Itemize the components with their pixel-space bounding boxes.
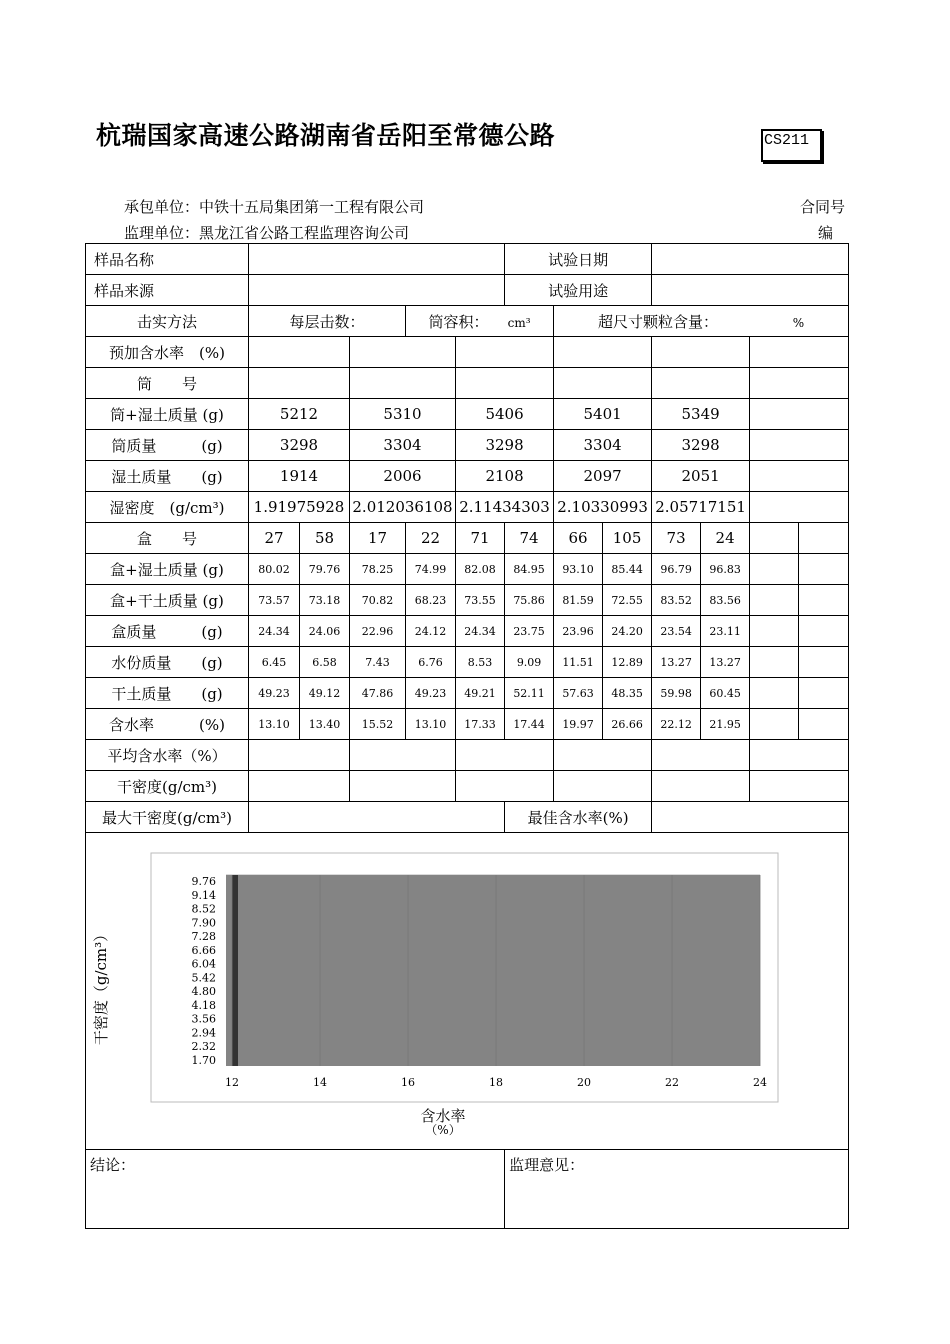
compaction-chart bbox=[86, 833, 847, 1149]
box-no-cell: 22 bbox=[406, 523, 456, 554]
moisture-cell: 13.10 bbox=[249, 709, 300, 740]
max-dry-density-label: 最大干密度(g/cm³) bbox=[86, 802, 249, 833]
dry-density-cell[interactable] bbox=[652, 771, 750, 802]
box-mass-cell: 24.20 bbox=[603, 616, 652, 647]
x-tick-label: 16 bbox=[401, 1076, 415, 1089]
water-mass-cell: 7.43 bbox=[350, 647, 406, 678]
cyl-mass-label: 筒质量 (g) bbox=[86, 430, 249, 461]
dry-soil-cell: 49.12 bbox=[300, 678, 350, 709]
contract-no-label: 合同号 bbox=[800, 198, 846, 216]
preset-moisture-cell[interactable] bbox=[554, 337, 652, 368]
moisture-cell: 17.44 bbox=[505, 709, 554, 740]
dry-soil-row bbox=[86, 678, 849, 709]
box-no-cell: 58 bbox=[300, 523, 350, 554]
wet-density-cell: 1.91975928 bbox=[249, 492, 350, 523]
box-dry-cell: 75.86 bbox=[505, 585, 554, 616]
y-tick-label: 8.52 bbox=[191, 902, 216, 916]
box-no-cell: 74 bbox=[505, 523, 554, 554]
avg-moisture-cell[interactable] bbox=[750, 740, 849, 771]
dry-soil-cell: 60.45 bbox=[701, 678, 750, 709]
moisture-cell: 13.40 bbox=[300, 709, 350, 740]
preset-moisture-cell[interactable] bbox=[350, 337, 456, 368]
dry-density-cell[interactable] bbox=[750, 771, 849, 802]
volume-unit: cm³ bbox=[507, 315, 531, 330]
dry-density-cell[interactable] bbox=[554, 771, 652, 802]
box-no-cell bbox=[799, 523, 849, 554]
wet-density-cell: 2.10330993 bbox=[554, 492, 652, 523]
box-dry-cell bbox=[799, 585, 849, 616]
cyl-mass-cell: 3304 bbox=[554, 430, 652, 461]
moisture-cell: 13.10 bbox=[406, 709, 456, 740]
x-tick-label: 18 bbox=[489, 1076, 503, 1089]
water-mass-cell: 6.58 bbox=[300, 647, 350, 678]
cyl-wet-cell: 5310 bbox=[350, 399, 456, 430]
water-mass-cell: 13.27 bbox=[701, 647, 750, 678]
water-mass-cell: 6.76 bbox=[406, 647, 456, 678]
wet-soil-cell: 1914 bbox=[249, 461, 350, 492]
dry-soil-cell: 52.11 bbox=[505, 678, 554, 709]
sample-name-label: 样品名称 bbox=[86, 244, 249, 275]
cyl-wet-cell: 5401 bbox=[554, 399, 652, 430]
supervisor-value: 黑龙江省公路工程监理咨询公司 bbox=[199, 224, 410, 242]
supervision-opinion-label: 监理意见： bbox=[509, 1156, 585, 1174]
optimum-moisture-label: 最佳含水率(%) bbox=[505, 802, 652, 833]
water-mass-cell: 11.51 bbox=[554, 647, 603, 678]
wet-density-cell: 2.012036108 bbox=[350, 492, 456, 523]
sample-source-label: 样品来源 bbox=[86, 275, 249, 306]
box-wet-cell: 93.10 bbox=[554, 554, 603, 585]
box-wet-label: 盒+湿土质量 (g) bbox=[86, 554, 249, 585]
y-tick-label: 9.14 bbox=[191, 888, 216, 902]
max-dry-density-value[interactable] bbox=[249, 802, 505, 833]
wet-soil-cell: 2108 bbox=[456, 461, 554, 492]
x-tick-label: 14 bbox=[313, 1076, 327, 1089]
wet-density-cell bbox=[750, 492, 849, 523]
box-dry-cell: 68.23 bbox=[406, 585, 456, 616]
cyl-wet-cell: 5212 bbox=[249, 399, 350, 430]
wet-soil-cell: 2006 bbox=[350, 461, 456, 492]
dry-density-cell[interactable] bbox=[456, 771, 554, 802]
compaction-method-label: 击实方法 bbox=[86, 306, 249, 337]
y-tick-label: 1.70 bbox=[191, 1054, 216, 1067]
water-mass-cell bbox=[750, 647, 799, 678]
oversize-content-cell bbox=[554, 306, 849, 337]
box-mass-row bbox=[86, 616, 849, 647]
box-wet-cell: 84.95 bbox=[505, 554, 554, 585]
x-axis-unit: （%） bbox=[425, 1123, 461, 1137]
preset-moisture-cell[interactable] bbox=[456, 337, 554, 368]
sample-source-value[interactable] bbox=[249, 275, 505, 306]
moisture-cell: 15.52 bbox=[350, 709, 406, 740]
box-wet-cell bbox=[750, 554, 799, 585]
box-dry-cell: 72.55 bbox=[603, 585, 652, 616]
preset-moisture-cell[interactable] bbox=[249, 337, 350, 368]
dry-soil-cell: 57.63 bbox=[554, 678, 603, 709]
box-wet-cell: 74.99 bbox=[406, 554, 456, 585]
moisture-cell: 19.97 bbox=[554, 709, 603, 740]
box-mass-cell: 22.96 bbox=[350, 616, 406, 647]
cyl-mass-cell: 3298 bbox=[249, 430, 350, 461]
sample-name-value[interactable] bbox=[249, 244, 505, 275]
wet-soil-label: 湿土质量 (g) bbox=[86, 461, 249, 492]
box-wet-cell: 78.25 bbox=[350, 554, 406, 585]
box-dry-cell: 83.56 bbox=[701, 585, 750, 616]
test-date-value[interactable] bbox=[652, 244, 849, 275]
test-date-label: 试验日期 bbox=[505, 244, 652, 275]
wet-density-cell: 2.05717151 bbox=[652, 492, 750, 523]
box-dry-cell: 73.18 bbox=[300, 585, 350, 616]
wet-soil-cell: 2051 bbox=[652, 461, 750, 492]
cyl-mass-cell: 3298 bbox=[456, 430, 554, 461]
water-mass-row bbox=[86, 647, 849, 678]
moisture-cell: 22.12 bbox=[652, 709, 701, 740]
moisture-label: 含水率 (%) bbox=[86, 709, 249, 740]
moisture-cell bbox=[799, 709, 849, 740]
box-no-cell: 73 bbox=[652, 523, 701, 554]
dry-density-cell[interactable] bbox=[249, 771, 350, 802]
box-mass-cell: 23.11 bbox=[701, 616, 750, 647]
cyl-mass-cell: 3298 bbox=[652, 430, 750, 461]
cylinder-no-cell[interactable] bbox=[350, 368, 456, 399]
wet-density-label: 湿密度 (g/cm³) bbox=[86, 492, 249, 523]
contractor-value: 中铁十五局集团第一工程有限公司 bbox=[199, 198, 425, 216]
dry-soil-cell: 49.23 bbox=[249, 678, 300, 709]
cylinder-no-cell[interactable] bbox=[652, 368, 750, 399]
optimum-moisture-value[interactable] bbox=[652, 802, 849, 833]
moisture-row bbox=[86, 709, 849, 740]
box-wet-cell bbox=[799, 554, 849, 585]
blows-per-layer-label: 每层击数： bbox=[249, 306, 406, 337]
cylinder-no-cell[interactable] bbox=[750, 368, 849, 399]
y-tick-label: 9.76 bbox=[191, 875, 216, 888]
box-no-label: 盒 号 bbox=[86, 523, 249, 554]
cyl-mass-cell bbox=[750, 430, 849, 461]
box-dry-label: 盒+干土质量 (g) bbox=[86, 585, 249, 616]
water-mass-cell: 12.89 bbox=[603, 647, 652, 678]
box-no-cell: 27 bbox=[249, 523, 300, 554]
box-mass-cell: 23.54 bbox=[652, 616, 701, 647]
y-tick-label: 4.18 bbox=[191, 998, 216, 1012]
box-wet-cell: 96.79 bbox=[652, 554, 701, 585]
test-use-value[interactable] bbox=[652, 275, 849, 306]
cyl-wet-cell bbox=[750, 399, 849, 430]
cyl-wet-cell: 5406 bbox=[456, 399, 554, 430]
box-mass-label: 盒质量 (g) bbox=[86, 616, 249, 647]
moisture-cell: 26.66 bbox=[603, 709, 652, 740]
y-tick-label: 6.66 bbox=[191, 943, 216, 957]
dry-soil-cell: 49.23 bbox=[406, 678, 456, 709]
page-title: 杭瑞国家高速公路湖南省岳阳至常德公路 bbox=[96, 121, 556, 150]
wet-soil-cell bbox=[750, 461, 849, 492]
serial-label: 编 bbox=[818, 224, 834, 242]
y-tick-label: 2.32 bbox=[191, 1040, 216, 1054]
box-wet-cell: 82.08 bbox=[456, 554, 505, 585]
dry-soil-cell: 48.35 bbox=[603, 678, 652, 709]
box-mass-cell: 24.34 bbox=[456, 616, 505, 647]
cyl-wet-cell: 5349 bbox=[652, 399, 750, 430]
box-mass-cell bbox=[750, 616, 799, 647]
test-use-label: 试验用途 bbox=[505, 275, 652, 306]
cylinder-no-cell[interactable] bbox=[249, 368, 350, 399]
box-mass-cell: 24.12 bbox=[406, 616, 456, 647]
box-no-cell: 105 bbox=[603, 523, 652, 554]
box-no-cell bbox=[750, 523, 799, 554]
contractor-line bbox=[124, 196, 424, 217]
cyl-wet-label: 筒+湿土质量 (g) bbox=[86, 399, 249, 430]
preset-moisture-cell[interactable] bbox=[652, 337, 750, 368]
cyl-mass-cell: 3304 bbox=[350, 430, 456, 461]
box-dry-cell: 70.82 bbox=[350, 585, 406, 616]
oversize-content-label: 超尺寸颗粒含量： bbox=[597, 312, 718, 331]
percent-unit: % bbox=[792, 315, 805, 330]
water-mass-cell: 8.53 bbox=[456, 647, 505, 678]
y-tick-label: 7.90 bbox=[191, 916, 216, 930]
compaction-test-table bbox=[85, 243, 849, 1229]
box-wet-cell: 79.76 bbox=[300, 554, 350, 585]
box-mass-cell bbox=[799, 616, 849, 647]
moisture-cell: 21.95 bbox=[701, 709, 750, 740]
y-tick-label: 4.80 bbox=[191, 985, 216, 999]
supervision-opinion-cell[interactable] bbox=[505, 1150, 849, 1229]
cylinder-no-label: 筒 号 bbox=[86, 368, 249, 399]
cylinder-no-cell[interactable] bbox=[456, 368, 554, 399]
box-mass-cell: 24.06 bbox=[300, 616, 350, 647]
cyl-mass-row bbox=[86, 430, 849, 461]
y-tick-label: 5.42 bbox=[191, 971, 216, 985]
conclusion-label: 结论： bbox=[90, 1156, 136, 1174]
conclusion-cell[interactable] bbox=[86, 1150, 505, 1229]
x-tick-label: 22 bbox=[665, 1076, 679, 1089]
y-tick-label: 3.56 bbox=[191, 1012, 216, 1026]
wet-soil-row bbox=[86, 461, 849, 492]
cyl-wet-row bbox=[86, 399, 849, 430]
wet-density-cell: 2.11434303 bbox=[456, 492, 554, 523]
box-dry-cell bbox=[750, 585, 799, 616]
y-tick-label: 7.28 bbox=[191, 930, 216, 944]
box-wet-cell: 85.44 bbox=[603, 554, 652, 585]
box-no-row bbox=[86, 523, 849, 554]
dry-soil-cell: 47.86 bbox=[350, 678, 406, 709]
form-code: CS211 bbox=[761, 129, 822, 162]
box-no-cell: 24 bbox=[701, 523, 750, 554]
dry-density-label: 干密度(g/cm³) bbox=[86, 771, 249, 802]
x-axis-label: 含水率 bbox=[420, 1107, 466, 1125]
water-mass-cell: 6.45 bbox=[249, 647, 300, 678]
plot-area bbox=[226, 875, 760, 1066]
water-mass-cell: 13.27 bbox=[652, 647, 701, 678]
x-tick-label: 24 bbox=[753, 1076, 767, 1089]
dry-soil-cell: 49.21 bbox=[456, 678, 505, 709]
contractor-label: 承包单位： bbox=[124, 198, 200, 216]
box-dry-row bbox=[86, 585, 849, 616]
box-dry-cell: 73.57 bbox=[249, 585, 300, 616]
box-mass-cell: 23.75 bbox=[505, 616, 554, 647]
supervisor-line bbox=[124, 222, 409, 243]
box-no-cell: 66 bbox=[554, 523, 603, 554]
preset-moisture-label: 预加含水率 (%) bbox=[86, 337, 249, 368]
dry-soil-cell: 59.98 bbox=[652, 678, 701, 709]
moisture-cell bbox=[750, 709, 799, 740]
box-no-cell: 71 bbox=[456, 523, 505, 554]
box-wet-cell: 96.83 bbox=[701, 554, 750, 585]
box-no-cell: 17 bbox=[350, 523, 406, 554]
moisture-cell: 17.33 bbox=[456, 709, 505, 740]
box-dry-cell: 73.55 bbox=[456, 585, 505, 616]
dry-soil-cell bbox=[799, 678, 849, 709]
y-tick-label: 2.94 bbox=[191, 1026, 216, 1040]
preset-moisture-cell[interactable] bbox=[750, 337, 849, 368]
cylinder-volume-cell bbox=[406, 306, 554, 337]
box-dry-cell: 83.52 bbox=[652, 585, 701, 616]
plot-dark-band bbox=[232, 875, 238, 1066]
box-wet-row bbox=[86, 554, 849, 585]
avg-moisture-label: 平均含水率（%） bbox=[86, 740, 249, 771]
avg-moisture-cell[interactable] bbox=[652, 740, 750, 771]
wet-soil-cell: 2097 bbox=[554, 461, 652, 492]
cylinder-volume-label: 筒容积： bbox=[428, 312, 489, 331]
cylinder-no-cell[interactable] bbox=[554, 368, 652, 399]
y-axis-label: 干密度（g/cm³） bbox=[92, 926, 110, 1046]
wet-density-row bbox=[86, 492, 849, 523]
avg-moisture-cell[interactable] bbox=[456, 740, 554, 771]
water-mass-cell: 9.09 bbox=[505, 647, 554, 678]
x-tick-label: 20 bbox=[577, 1076, 591, 1089]
chart-cell bbox=[86, 833, 849, 1150]
box-mass-cell: 23.96 bbox=[554, 616, 603, 647]
dry-density-cell[interactable] bbox=[350, 771, 456, 802]
dry-soil-label: 干土质量 (g) bbox=[86, 678, 249, 709]
box-wet-cell: 80.02 bbox=[249, 554, 300, 585]
x-tick-label: 12 bbox=[225, 1076, 239, 1089]
avg-moisture-cell[interactable] bbox=[249, 740, 350, 771]
supervisor-label: 监理单位： bbox=[124, 224, 200, 242]
y-tick-label: 6.04 bbox=[191, 957, 216, 971]
box-mass-cell: 24.34 bbox=[249, 616, 300, 647]
water-mass-label: 水份质量 (g) bbox=[86, 647, 249, 678]
water-mass-cell bbox=[799, 647, 849, 678]
dry-soil-cell bbox=[750, 678, 799, 709]
avg-moisture-cell[interactable] bbox=[350, 740, 456, 771]
avg-moisture-cell[interactable] bbox=[554, 740, 652, 771]
box-dry-cell: 81.59 bbox=[554, 585, 603, 616]
